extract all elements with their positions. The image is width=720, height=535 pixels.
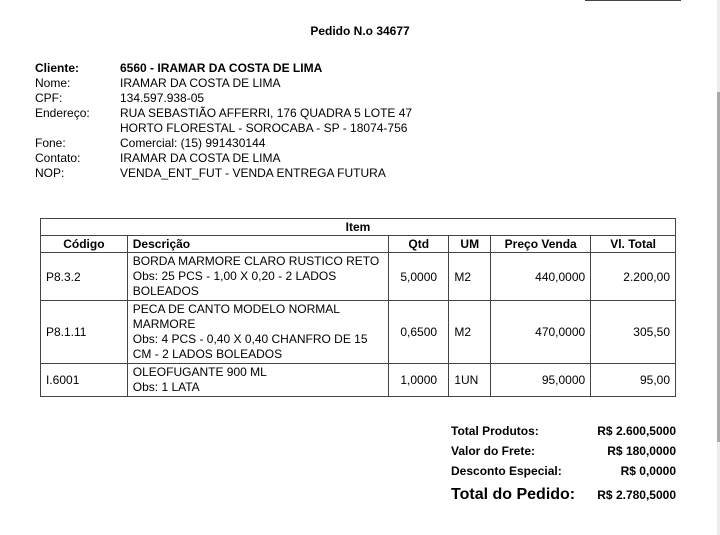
customer-field-value: VENDA_ENT_FUT - VENDA ENTREGA FUTURA: [120, 166, 386, 180]
customer-field-label: Nome:: [35, 76, 71, 90]
total-produtos-row: [451, 423, 676, 443]
customer-field-label: NOP:: [35, 166, 65, 180]
valor-frete-row: [451, 443, 676, 463]
customer-field-label: CPF:: [35, 91, 63, 105]
customer-field-label: Endereço:: [35, 106, 90, 120]
customer-field-value: RUA SEBASTIÃO AFFERRI, 176 QUADRA 5 LOTE 47: [120, 106, 413, 120]
desconto-row: [451, 463, 676, 483]
item-preco-venda: 470,0000: [491, 301, 591, 364]
item-descricao: OLEOFUGANTE 900 ML Obs: 1 LATA: [127, 364, 388, 397]
total-produtos-label: Total Produtos:: [451, 424, 539, 438]
order-title: Pedido N.o 34677: [310, 24, 410, 38]
total-pedido-value: R$ 2.780,5000: [597, 488, 676, 502]
items-table: [40, 218, 676, 397]
total-pedido-label: Total do Pedido:: [451, 486, 576, 503]
customer-info-row: [35, 76, 412, 91]
col-um: UM: [449, 236, 491, 253]
order-totals: [451, 423, 676, 507]
desconto-value: R$ 0,0000: [620, 464, 676, 478]
customer-field-label: Fone:: [35, 136, 66, 150]
customer-field-value: 6560 - IRAMAR DA COSTA DE LIMA: [120, 61, 323, 75]
col-preco-venda: Preço Venda: [491, 236, 591, 253]
customer-info-row: [35, 106, 412, 121]
customer-info-row: [35, 151, 412, 166]
customer-info-row: [35, 166, 412, 181]
item-preco-venda: 440,0000: [491, 253, 591, 301]
item-qtd: 1,0000: [389, 364, 449, 397]
col-vl-total: Vl. Total: [591, 236, 676, 253]
customer-info-row: [35, 136, 412, 151]
customer-field-label: Contato:: [35, 151, 81, 165]
valor-frete-value: R$ 180,0000: [607, 444, 676, 458]
customer-field-value: IRAMAR DA COSTA DE LIMA: [120, 151, 281, 165]
item-um: M2: [449, 301, 491, 364]
customer-field-value: Comercial: (15) 991430144: [120, 136, 266, 150]
table-row: [41, 364, 676, 397]
item-codigo: P8.3.2: [41, 253, 128, 301]
item-vl-total: 95,00: [591, 364, 676, 397]
item-codigo: I.6001: [41, 364, 128, 397]
top-divider-line: [585, 0, 681, 1]
table-row: [41, 253, 676, 301]
col-codigo: Código: [41, 236, 128, 253]
customer-field-value: HORTO FLORESTAL - SOROCABA - SP - 18074-756: [120, 121, 408, 135]
customer-field-label: Cliente:: [35, 61, 80, 75]
customer-info-row: [35, 91, 412, 106]
item-qtd: 0,6500: [389, 301, 449, 364]
customer-field-value: IRAMAR DA COSTA DE LIMA: [120, 76, 281, 90]
total-pedido-row: [451, 483, 676, 507]
desconto-label: Desconto Especial:: [451, 464, 562, 478]
customer-info: [35, 61, 412, 181]
item-um: 1UN: [449, 364, 491, 397]
customer-info-row: [35, 61, 412, 76]
table-column-headers: [41, 236, 676, 253]
col-descricao: Descrição: [127, 236, 388, 253]
item-descricao: BORDA MARMORE CLARO RUSTICO RETO Obs: 25 PCS - 1,00 X 0,20 - 2 LADOS BOLEADOS: [127, 253, 388, 301]
customer-info-row: [35, 121, 412, 136]
total-produtos-value: R$ 2.600,5000: [597, 424, 676, 438]
valor-frete-label: Valor do Frete:: [451, 444, 536, 458]
table-row: [41, 301, 676, 364]
table-group-header: Item: [41, 219, 676, 236]
item-qtd: 5,0000: [389, 253, 449, 301]
item-codigo: P8.1.11: [41, 301, 128, 364]
customer-field-value: 134.597.938-05: [120, 91, 205, 105]
item-descricao: PECA DE CANTO MODELO NORMAL MARMORE Obs: 4 PCS - 0,40 X 0,40 CHANFRO DE 15 CM - 2 LADOS BOLEADOS: [127, 301, 388, 364]
item-vl-total: 305,50: [591, 301, 676, 364]
customer-field-label: [35, 121, 120, 136]
item-preco-venda: 95,0000: [491, 364, 591, 397]
item-um: M2: [449, 253, 491, 301]
item-vl-total: 2.200,00: [591, 253, 676, 301]
col-qtd: Qtd: [389, 236, 449, 253]
